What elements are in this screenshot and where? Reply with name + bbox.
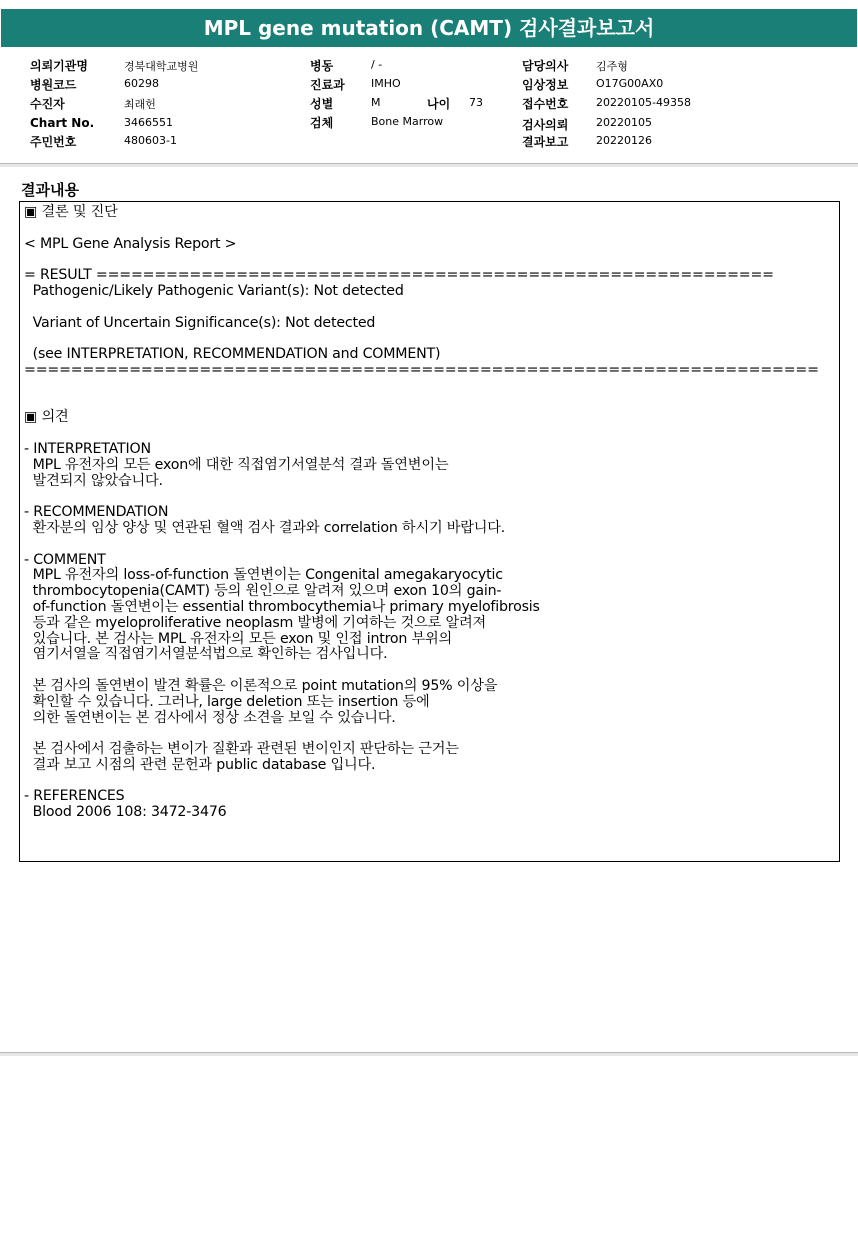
sex-value: M (371, 96, 381, 109)
institution-value: 경북대학교병원 (124, 60, 199, 73)
resident-no-label: 주민번호 (30, 135, 77, 149)
clinical-info-value: O17G00AX0 (596, 77, 664, 90)
header-divider (0, 163, 858, 167)
chart-no-label: Chart No. (30, 116, 95, 130)
chart-no-value: 3466551 (124, 116, 173, 129)
report-title: MPL gene mutation (CAMT) 검사결과보고서 (1, 9, 857, 47)
patient-name-label: 수진자 (30, 97, 65, 111)
results-box (19, 201, 840, 862)
request-date-label: 검사의뢰 (522, 118, 569, 132)
ward-value: / - (371, 58, 383, 71)
specimen-label: 검체 (310, 116, 334, 130)
report-body-text: ▣ 결론 및 진단 < MPL Gene Analysis Report > = RESULT ========================================================== Pathogenic/Likely Pathogenic Variant(s): Not detected Variant of Uncertain Significance(s): Not detected (see INTERPRETATION, RECOMMENDATION and COMMENT) ==================================================================== ▣ 의견 - INTERPRETATION MPL 유전자의 모든 exon에 대한 직접염기서열분석 결과 돌연변이는 발견되지 않았습니다. - RECOMMENDATION 환자분의 임상 양상 및 연관된 혈액 검사 결과와 correlation 하시기 바랍니다. - COMMENT MPL 유전자의 loss-of-function 돌연변이는 Congenital amegakaryocytic thrombocytopenia(CAMT) 등의 원인으로 알려져 있으며 exon 10의 gain- of-function 돌연변이는 essential thrombocythemia나 primary myelofibrosis 등과 같은 myeloproliferative neoplasm 발병에 기여하는 것으로 알려져 있습니다. 본 검사는 MPL 유전자의 모든 exon 및 인접 intron 부위의 염기서열을 직접염기서열분석법으로 확인하는 검사입니다. 본 검사의 돌연변이 발견 확률은 이론적으로 point mutation의 95% 이상을 확인할 수 있습니다. 그러나, large deletion 또는 insertion 등에 의한 돌연변이는 본 검사에서 정상 소견을 보일 수 있습니다. 본 검사에서 검출하는 변이가 질환과 관련된 변이인지 판단하는 근거는 결과 보고 시점의 관련 문헌과 public database 입니다. - REFERENCES Blood 2006 108: 3472-3476 (24, 204, 819, 821)
hospital-code-value: 60298 (124, 77, 159, 90)
ward-label: 병동 (310, 59, 334, 73)
age-value: 73 (469, 96, 483, 109)
physician-value: 김주형 (596, 60, 628, 73)
results-section-title: 결과내용 (21, 181, 79, 199)
clinical-info-label: 임상정보 (522, 78, 569, 92)
receipt-no-value: 20220105-49358 (596, 96, 691, 109)
report-date-label: 결과보고 (522, 135, 569, 149)
receipt-no-label: 접수번호 (522, 97, 569, 111)
institution-label: 의뢰기관명 (30, 59, 88, 73)
department-label: 진료과 (310, 78, 345, 92)
footer-divider (0, 1052, 858, 1056)
sex-label: 성별 (310, 97, 334, 111)
report-date-value: 20220126 (596, 134, 652, 147)
patient-name-value: 최래헌 (124, 98, 156, 111)
specimen-value: Bone Marrow (371, 115, 444, 128)
physician-label: 담당의사 (522, 59, 569, 73)
request-date-value: 20220105 (596, 116, 652, 129)
hospital-code-label: 병원코드 (30, 78, 77, 92)
resident-no-value: 480603-1 (124, 134, 177, 147)
department-value: IMHO (371, 77, 401, 90)
age-label: 나이 (427, 97, 451, 111)
